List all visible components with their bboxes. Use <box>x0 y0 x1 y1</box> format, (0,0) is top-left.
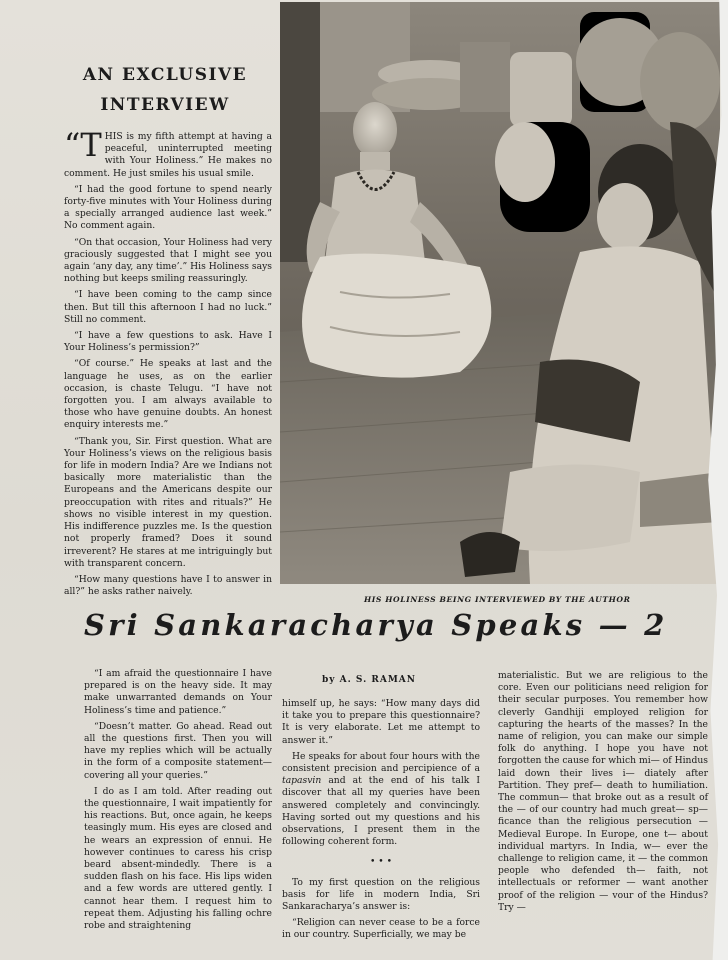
byline: by A. S. RAMAN <box>322 675 416 685</box>
intro-paragraph-1: “T HIS is my fifth attempt at having a peaceful, uninterrupted meeting with Your Holiness.” He makes no comment. He just smiles his usual smile. <box>64 126 272 179</box>
section-separator: • • • <box>369 856 393 868</box>
intro-paragraph-3: “On that occasion, Your Holiness had very graciously suggested that I might see you again ‘any day, any time’.” His Holiness says nothing but keeps smiling reassuringly. <box>64 236 272 285</box>
article-column-1 <box>84 668 272 936</box>
intro-paragraph-7: “Thank you, Sir. First question. What are Your Holiness’s views on the religious basis for life in modern India? Are we Indians not basically more materialistic than the Europeans and the Americans despite our preoccupation with rites and rituals?” He shows no visible interest in my question. His indifference puzzles me. Is the question not properly framed? Does it sound irreverent? He stares at me intriguingly but with transparent concern. <box>64 435 272 569</box>
col2-paragraph-2: He speaks for about four hours with the consistent precision and percipience of a tapasvin and at the end of his talk I discover that all my queries have been answered completely and convincingly. Having sorted out my questions and his observations, I present them in the following coherent form. <box>282 750 480 848</box>
heading-line-1: AN EXCLUSIVE <box>82 65 248 85</box>
interview-photo <box>280 2 720 584</box>
intro-column <box>64 126 272 602</box>
section-heading <box>60 60 270 120</box>
intro-paragraph-6: “Of course.” He speaks at last and the language he uses, as on the earlier occasion, is chaste Telugu. “I have not forgotten you. I am always available to those who have genuine doubts. An honest enquiry interests me.” <box>64 358 272 431</box>
col1-paragraph-3: I do as I am told. After reading out the questionnaire, I wait impatiently for his reactions. But, once again, he keeps teasingly mum. His eyes are closed and he wears an expression of ennui. He however continues to caress his crisp beard absent-mindedly. There is a sudden flash on his face. His lips widen and a few words are uttered gently. I cannot hear them. I request him to repeat them. Adjusting his falling ochre robe and straightening <box>84 785 272 932</box>
intro-paragraph-4: “I have been coming to the camp since then. But till this afternoon I had no luck.” Still no comment. <box>64 289 272 325</box>
photo-caption: HIS HOLINESS BEING INTERVIEWED BY THE AUTHOR <box>364 595 631 604</box>
col2-paragraph-4: “Religion can never cease to be a force in our country. Superficially, we may be <box>282 917 480 941</box>
heading-line-2: INTERVIEW <box>100 95 230 115</box>
article-column-2 <box>282 698 480 946</box>
col2-paragraph-1: himself up, he says: “How many days did it take you to prepare this questionnaire? It is very elaborate. Let me attempt to answer it.” <box>282 698 480 746</box>
col2-paragraph-3: To my first question on the religious basis for life in modern India, Sri Sankaracharya’s answer is: <box>282 876 480 913</box>
intro-paragraph-8: “How many questions have I to answer in all?” he asks rather naively. <box>64 573 272 598</box>
photo-illustration <box>280 2 720 584</box>
article-title: Sri Sankaracharya Speaks — 2 <box>84 608 668 642</box>
intro-paragraph-5: “I have a few questions to ask. Have I Your Holiness’s permission?” <box>64 330 272 354</box>
col3-paragraph-1: materialistic. But we are religious to the core. Even our politicians need religion for their secular purposes. You remember how cleverly Gandhiji employed religion for capturing the hearts of the masses? In the name of religion, you can make our simple folk do anything. I hope you have not forgotten the cause for which mi— of Hindus laid down their lives i— diately after Partition. They pref— death to humiliation. The commun— that broke out as a result of the — of our country had much great— sp— ficance than the religious persecution — Medieval Europe. In Europe, one t— about individual martyrs. In India, w— ever the challenge to religion came, it — the common people who defended th— faith, not intellectuals or reformer — want another proof of the religion — vour of the Hindus? Try — <box>498 670 708 913</box>
col1-paragraph-1: “I am afraid the questionnaire I have prepared is on the heavy side. It may make unwarranted demands on Your Holiness’s time and patience.” <box>84 668 272 716</box>
col1-paragraph-2: “Doesn’t matter. Go ahead. Read out all the questions first. Then you will have my replies which will be actually in the form of a composite statement—covering all your queries.” <box>84 720 272 781</box>
drop-cap: “T <box>64 126 102 164</box>
article-column-3 <box>498 670 708 918</box>
intro-paragraph-2: “I had the good fortune to spend nearly forty-five minutes with Your Holiness during a specially arranged audience last week.” No comment again. <box>64 183 272 232</box>
